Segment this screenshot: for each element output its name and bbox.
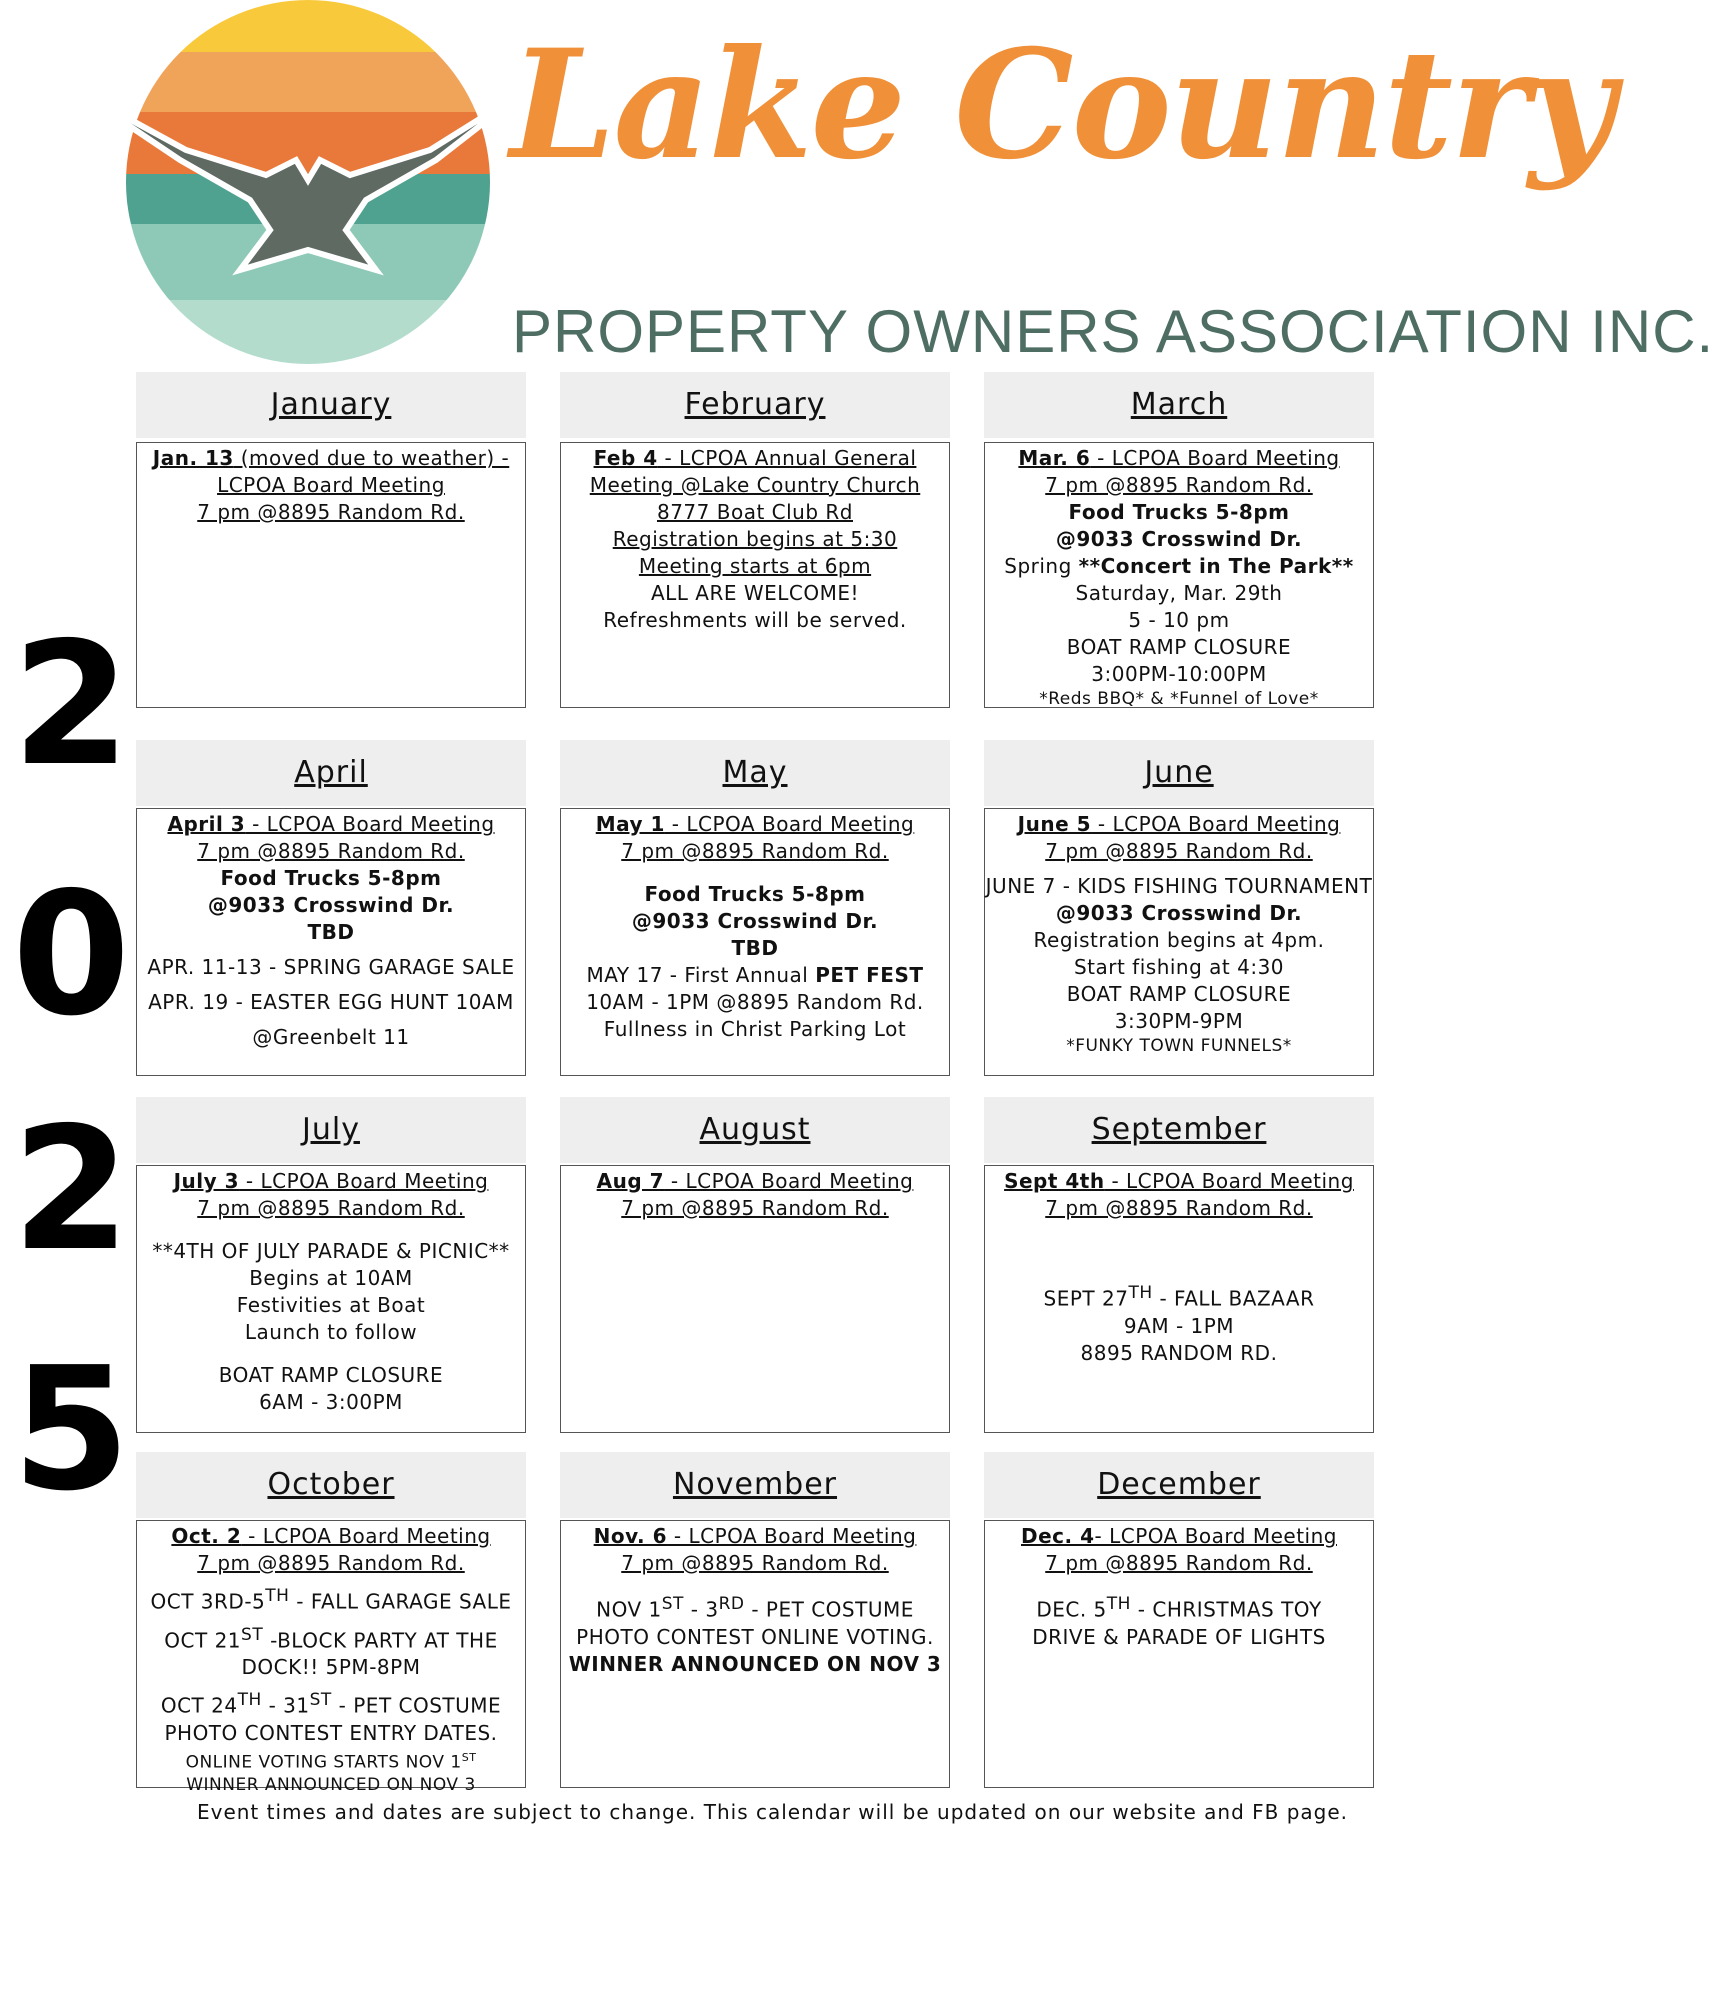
- month-events: July 3 - LCPOA Board Meeting 7 pm @8895 Random Rd. **4TH OF JULY PARADE & PICNIC** Begins at 10AM Festivities at Boat Launch to follow BOAT RAMP CLOSURE 6AM - 3:00PM: [136, 1165, 526, 1433]
- year-digit: 2: [12, 606, 131, 804]
- month-september: [984, 1097, 1374, 1433]
- month-events: May 1 - LCPOA Board Meeting 7 pm @8895 Random Rd. Food Trucks 5-8pm @9033 Crosswind Dr. TBD MAY 17 - First Annual PET FEST 10AM - 1PM @8895 Random Rd. Fullness in Christ Parking Lot: [560, 808, 950, 1076]
- month-august: [560, 1097, 950, 1433]
- month-title: May: [560, 740, 950, 806]
- month-july: [136, 1097, 526, 1433]
- month-april: [136, 740, 526, 1076]
- month-october: [136, 1452, 526, 1795]
- month-title: October: [136, 1452, 526, 1518]
- year-digit: 2: [12, 1091, 131, 1289]
- month-title: April: [136, 740, 526, 806]
- month-december: [984, 1452, 1374, 1788]
- month-title: January: [136, 372, 526, 438]
- month-title: November: [560, 1452, 950, 1518]
- month-events: Jan. 13 (moved due to weather) - LCPOA Board Meeting 7 pm @8895 Random Rd.: [136, 442, 526, 708]
- month-title: September: [984, 1097, 1374, 1163]
- month-title: June: [984, 740, 1374, 806]
- brand-subtitle: PROPERTY OWNERS ASSOCIATION INC.: [512, 298, 1714, 365]
- month-events: Nov. 6 - LCPOA Board Meeting 7 pm @8895 Random Rd. NOV 1ST - 3RD - PET COSTUME PHOTO CONTEST ONLINE VOTING. WINNER ANNOUNCED ON NOV 3: [560, 1520, 950, 1788]
- month-title: December: [984, 1452, 1374, 1518]
- month-june: [984, 740, 1374, 1076]
- month-may: [560, 740, 950, 1076]
- eagle-logo: [126, 0, 491, 365]
- month-february: [560, 372, 950, 708]
- footer-note: Event times and dates are subject to change. This calendar will be updated on our website and FB page.: [196, 1800, 1349, 1824]
- month-title: July: [136, 1097, 526, 1163]
- month-march: [984, 372, 1374, 708]
- month-january: [136, 372, 526, 708]
- month-events: June 5 - LCPOA Board Meeting 7 pm @8895 Random Rd. JUNE 7 - KIDS FISHING TOURNAMENT @9033 Crosswind Dr. Registration begins at 4pm. Start fishing at 4:30 BOAT RAMP CLOSURE 3:30PM-9PM *FUNKY TOWN FUNNELS*: [984, 808, 1374, 1076]
- brand-title: Lake Country: [510, 17, 1614, 193]
- month-events: Dec. 4- LCPOA Board Meeting 7 pm @8895 Random Rd. DEC. 5TH - CHRISTMAS TOY DRIVE & PARADE OF LIGHTS: [984, 1520, 1374, 1788]
- month-events: Feb 4 - LCPOA Annual General Meeting @Lake Country Church 8777 Boat Club Rd Registration begins at 5:30 Meeting starts at 6pm ALL ARE WELCOME! Refreshments will be served.: [560, 442, 950, 708]
- month-events: Oct. 2 - LCPOA Board Meeting 7 pm @8895 Random Rd. OCT 3RD-5TH - FALL GARAGE SALE OCT 21ST -BLOCK PARTY AT THE DOCK!! 5PM-8PM OCT 24TH - 31ST - PET COSTUME PHOTO CONTEST ENTRY DATES. ONLINE VOTING STARTS NOV 1ST WINNER ANNOUNCED ON NOV 3: [136, 1520, 526, 1788]
- month-title: August: [560, 1097, 950, 1163]
- month-november: [560, 1452, 950, 1788]
- year-digit: 0: [12, 856, 131, 1054]
- month-events: Sept 4th - LCPOA Board Meeting 7 pm @8895 Random Rd. SEPT 27TH - FALL BAZAAR 9AM - 1PM 8895 RANDOM RD.: [984, 1165, 1374, 1433]
- month-title: February: [560, 372, 950, 438]
- month-events: Aug 7 - LCPOA Board Meeting 7 pm @8895 Random Rd.: [560, 1165, 950, 1433]
- month-title: March: [984, 372, 1374, 438]
- year-digit: 5: [12, 1331, 131, 1529]
- month-events: April 3 - LCPOA Board Meeting 7 pm @8895 Random Rd. Food Trucks 5-8pm @9033 Crosswind Dr. TBD APR. 11-13 - SPRING GARAGE SALE APR. 19 - EASTER EGG HUNT 10AM @Greenbelt 11: [136, 808, 526, 1076]
- month-events: Mar. 6 - LCPOA Board Meeting 7 pm @8895 Random Rd. Food Trucks 5-8pm @9033 Crosswind Dr. Spring **Concert in The Park** Saturday, Mar. 29th 5 - 10 pm BOAT RAMP CLOSURE 3:00PM-10:00PM *Reds BBQ* & *Funnel of Love*: [984, 442, 1374, 708]
